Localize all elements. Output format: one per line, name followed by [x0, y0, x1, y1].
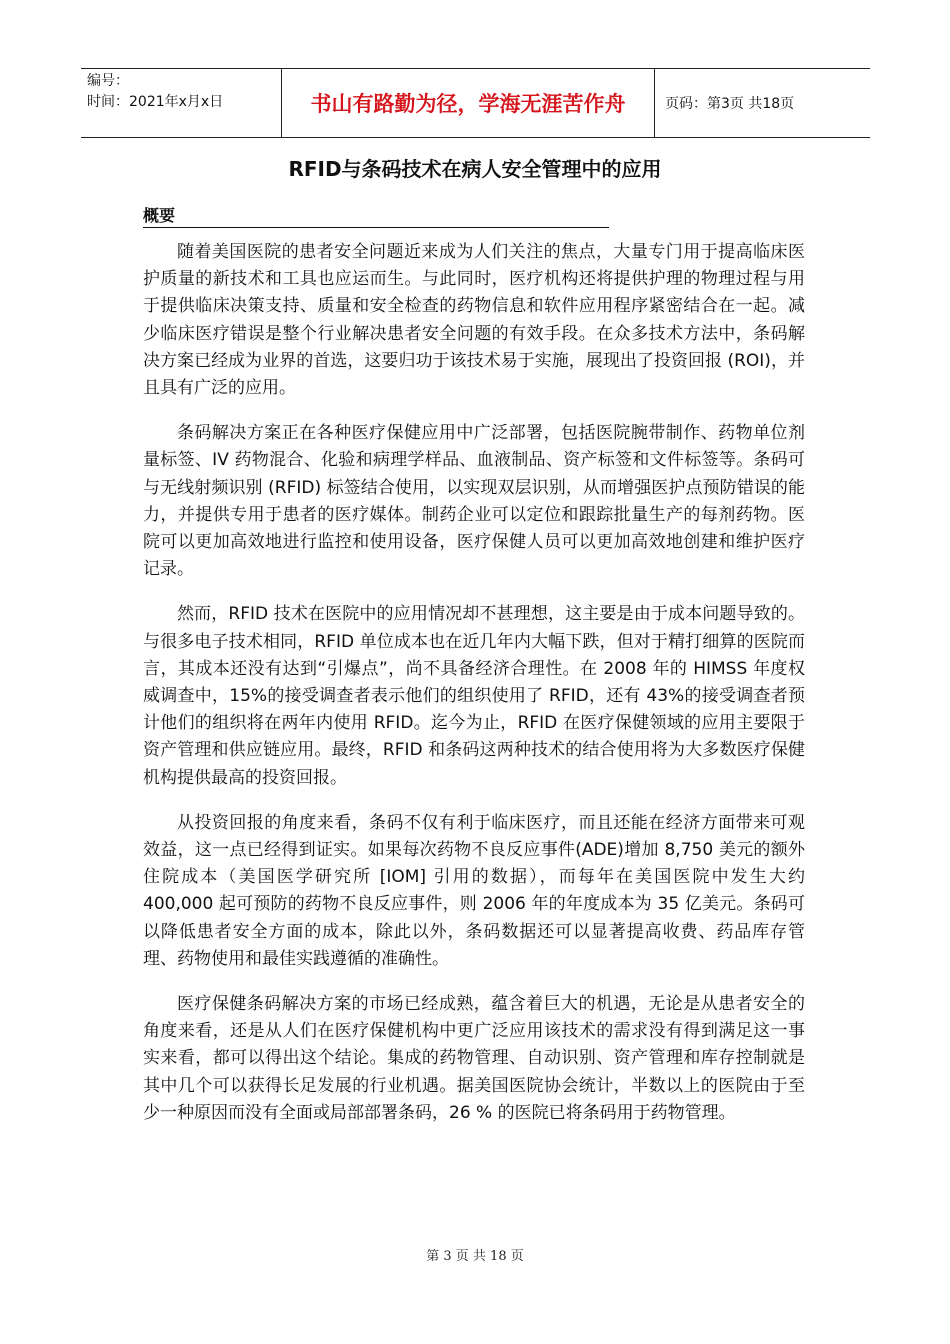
paragraph: 从投资回报的角度来看，条码不仅有利于临床医疗，而且还能在经济方面带来可观效益，这一点已经得到证实。如果每次药物不良反应事件(ADE)增加 8,750 美元的额外住院成本（美国医学研究所 [IOM] 引用的数据），而每年在美国医院中发生大约 400,000 起可预防的药物不良反应事件，则 2006 年的年度成本为 35 亿美元。条码可以降低患者安全方面的成本，除此以外，条码数据还可以显著提高收费、药品库存管理、药物使用和最佳实践遵循的准确性。 — [143, 812, 805, 969]
paragraph: 随着美国医院的患者安全问题近来成为人们关注的焦点，大量专门用于提高临床医护质量的新技术和工具也应运而生。与此同时，医疗机构还将提供护理的物理过程与用于提供临床决策支持、质量和安全检查的药物信息和软件应用程序紧密结合在一起。减少临床医疗错误是整个行业解决患者安全问题的有效手段。在众多技术方法中，条码解决方案已经成为业界的首选，这要归功于该技术易于实施，展现出了投资回报 (ROI)，并且具有广泛的应用。 — [143, 242, 805, 399]
section-heading: 概要 — [143, 203, 609, 228]
document-title: RFID与条码技术在病人安全管理中的应用 — [288, 157, 662, 181]
paragraph: 然而，RFID 技术在医院中的应用情况却不甚理想，这主要是由于成本问题导致的。与很多电子技术相同，RFID 单位成本也在近几年内大幅下跌，但对于精打细算的医院而言，其成本还没有达到“引爆点”，尚不具备经济合理性。在 2008 年的 HIMSS 年度权威调查中，15%的接受调查者表示他们的组织使用了 RFID，还有 43%的接受调查者预计他们的组织将在两年内使用 RFID。迄今为止，RFID 在医疗保健领域的应用主要限于资产管理和供应链应用。最终，RFID 和条码这两种技术的结合使用将为大多数医疗保健机构提供最高的投资回报。 — [143, 604, 805, 788]
paragraph: 医疗保健条码解决方案的市场已经成熟，蕴含着巨大的机遇，无论是从患者安全的角度来看，还是从人们在医疗保健机构中更广泛应用该技术的需求没有得到满足这一事实来看，都可以得出这个结论。集成的药物管理、自动识别、资产管理和库存控制就是其中几个可以获得长足发展的行业机遇。据美国医院协会统计，半数以上的医院由于至少一种原因而没有全面或局部部署条码，26 % 的医院已将条码用于药物管理。 — [143, 994, 805, 1123]
document-header — [81, 68, 870, 138]
header-motto: 书山有路勤为径，学海无涯苦作舟 — [281, 69, 655, 137]
body-text — [143, 239, 805, 1145]
page-footer: 第 3 页 共 18 页 — [426, 1249, 524, 1264]
time-label: 时间：2021年x月x日 — [87, 94, 224, 110]
paragraph: 条码解决方案正在各种医疗保健应用中广泛部署，包括医院腕带制作、药物单位剂量标签、IV 药物混合、化验和病理学样品、血液制品、资产标签和文件标签等。条码可与无线射频识别 (RFID) 标签结合使用，以实现双层识别，从而增强医护点预防错误的能力，并提供专用于患者的医疗媒体。制药企业可以定位和跟踪批量生产的每剂药物。医院可以更加高效地进行监控和使用设备，医疗保健人员可以更加高效地创建和维护医疗记录。 — [143, 423, 805, 580]
header-page-info: 页码：第3页 共18页 — [665, 96, 795, 112]
header-meta — [81, 69, 281, 137]
number-label: 编号： — [87, 73, 129, 89]
